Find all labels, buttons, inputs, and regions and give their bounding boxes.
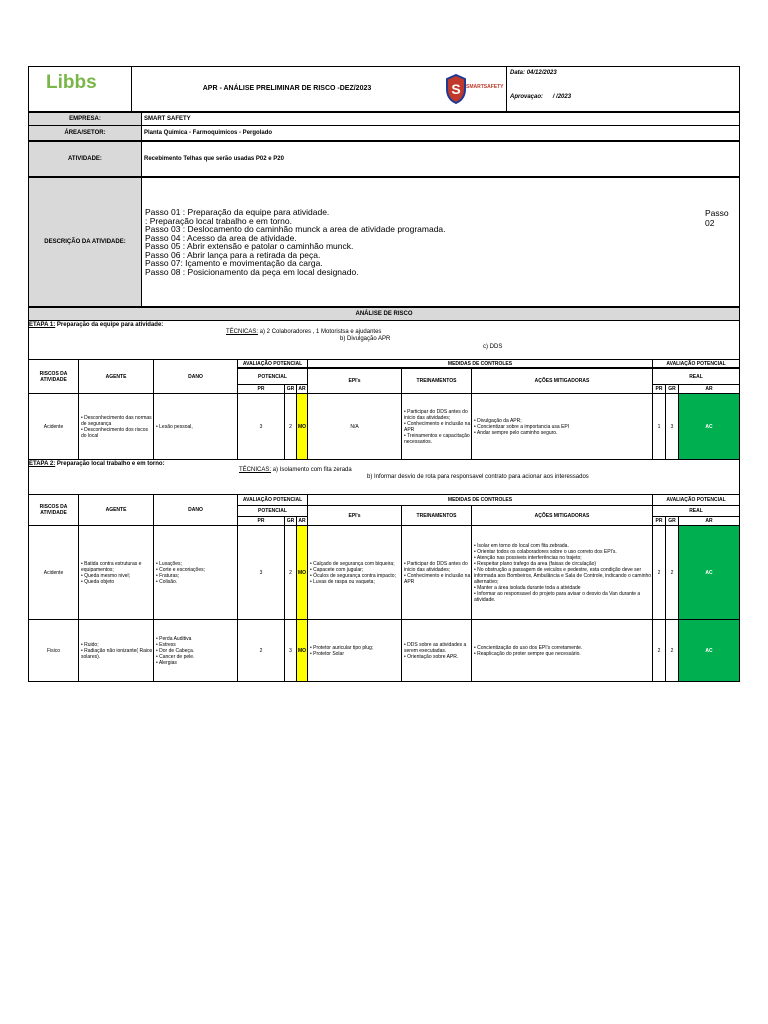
descricao-extra: Passo 02 bbox=[705, 208, 729, 228]
etapa1-block bbox=[28, 321, 740, 359]
table-row-real-ar: AC bbox=[678, 619, 740, 682]
table-row-epis: • Protetor auricular tipo plug; • Protetor Solar bbox=[307, 619, 402, 682]
table-row-agente: • Ruido; • Radiação não ionizante( Raios solares). bbox=[78, 619, 154, 682]
col-agente: AGENTE bbox=[78, 494, 154, 526]
col-medidas: MEDIDAS DE CONTROLES bbox=[307, 359, 653, 368]
table-row-treinamentos: • Participar do DDS antes do inicio das atividades; • Conhecimento e inclusão na APR bbox=[401, 525, 472, 620]
col-real: REAL bbox=[652, 368, 740, 385]
col-potencial: POTENCIAL bbox=[237, 505, 308, 517]
col-agente: AGENTE bbox=[78, 359, 154, 394]
table-row-real-pr: 2 bbox=[652, 525, 666, 620]
etapa1-tecnicas-a: a) 2 Colaboradores , 1 Motoristsa e ajudantes bbox=[258, 329, 382, 335]
col-pr: PR bbox=[237, 384, 285, 394]
table-row-agente: • Batida contra estruturas e equipamentos; • Queda mesmo nivel; • Queda objeto bbox=[78, 525, 154, 620]
col-riscos: RISCOS DA ATIVIDADE bbox=[28, 494, 79, 526]
col-aval-potencial-real: AVALIAÇÃO POTENCIAL bbox=[652, 359, 740, 368]
descricao-step: Passo 04 : Acesso da area de atividade. bbox=[145, 232, 297, 243]
col-aval-potencial: AVALIAÇÃO POTENCIAL bbox=[237, 494, 308, 506]
etapa2-tecnicas-label: TÉCNICAS: bbox=[239, 467, 272, 473]
libbs-logo bbox=[28, 66, 132, 112]
table-row-treinamentos: • Participar do DDS antes do inicio das atividades; • Conhecimento e inclusão na APR • Treinamentos e capacitação necessarios. bbox=[401, 393, 472, 460]
smartsafety-logo-text: SMARTSAFETY bbox=[466, 84, 504, 90]
table-row-dano: • Luxações; • Corte e escoriações; • Fraturas; • Colisão. bbox=[153, 525, 238, 620]
table-row-real-gr: 2 bbox=[665, 619, 679, 682]
col-potencial: POTENCIAL bbox=[237, 368, 308, 385]
table-row-pr: 2 bbox=[237, 619, 285, 682]
descricao-step: Passo 05 : Abrir extensão e patolar o caminhão munck. bbox=[145, 241, 354, 251]
header-meta bbox=[506, 66, 740, 112]
col-gr: GR bbox=[284, 384, 297, 394]
col-real-ar: AR bbox=[678, 384, 740, 394]
col-real: REAL bbox=[652, 505, 740, 517]
libbs-logo-text: Libbs bbox=[46, 72, 97, 93]
table-row-acoes: • Divulgação da APR; • Concientizar sobre a importancia usa EPI • Andar sempre pelo caminho seguro. bbox=[471, 393, 653, 460]
table-row-acoes: • Concientização do uso dos EPI's corretamente. • Reaplicação do proter sempre que necessário. bbox=[471, 619, 653, 682]
col-treinamentos: TREINAMENTOS bbox=[401, 505, 472, 526]
empresa-value: SMART SAFETY bbox=[141, 112, 740, 126]
svg-text:S: S bbox=[451, 81, 461, 97]
col-treinamentos: TREINAMENTOS bbox=[401, 368, 472, 394]
date-value: 04/12/2023 bbox=[526, 70, 557, 76]
table-row-real-gr: 2 bbox=[665, 525, 679, 620]
descricao-step: Passo 01 : Preparação da equipe para atividade. bbox=[145, 207, 330, 217]
page-title: APR - ANÁLISE PRELIMINAR DE RISCO -DEZ/2023 bbox=[202, 85, 372, 92]
etapa1-label: ETAPA 1: bbox=[29, 322, 56, 328]
date-label: Data: bbox=[510, 70, 526, 76]
approval-value: / /2023 bbox=[552, 94, 572, 100]
etapa1-tecnicas-label: TÉCNICAS: bbox=[226, 329, 259, 335]
atividade-value: Recebimento Telhas que serão usadas P02 e P20 bbox=[141, 141, 740, 177]
table-row-ar: MO bbox=[296, 393, 308, 460]
descricao-step: Passo 07: Içamento e movimentação da carga. bbox=[145, 258, 323, 268]
col-real-gr: GR bbox=[665, 384, 679, 394]
descricao-label: DESCRIÇÃO DA ATIVIDADE: bbox=[28, 177, 142, 307]
smartsafety-logo bbox=[444, 72, 504, 106]
table-row-pr: 3 bbox=[237, 393, 285, 460]
table-row-gr: 2 bbox=[284, 393, 297, 460]
approval-label: Aprovaçao: bbox=[510, 94, 544, 100]
etapa2-title: Preparação local trabalho e em torno: bbox=[55, 461, 165, 467]
etapa2-tecnicas-a: a) Isolamento com fita zerada bbox=[271, 467, 352, 473]
etapa2-label: ETAPA 2: bbox=[29, 461, 56, 467]
col-aval-potencial-real: AVALIAÇÃO POTENCIAL bbox=[652, 494, 740, 506]
table-row-risco: Fisico bbox=[28, 619, 79, 682]
table-row-ar: MO bbox=[296, 525, 308, 620]
shield-icon bbox=[446, 74, 466, 104]
atividade-label: ATIVIDADE: bbox=[28, 141, 142, 177]
descricao-value bbox=[141, 177, 740, 307]
table-row-gr: 2 bbox=[284, 525, 297, 620]
col-pr: PR bbox=[237, 516, 285, 526]
table-row-pr: 3 bbox=[237, 525, 285, 620]
table-row-ar: MO bbox=[296, 619, 308, 682]
col-medidas: MEDIDAS DE CONTROLES bbox=[307, 494, 653, 506]
table-row-epis: • Calçado de segurança com biqueira; • Capacete com jugular; • Óculos de segurança contra impacto; • Luvas de raspa ou vaqueta; bbox=[307, 525, 402, 620]
descricao-steps bbox=[145, 208, 446, 276]
table-row-gr: 3 bbox=[284, 619, 297, 682]
etapa2-block bbox=[28, 460, 740, 495]
table-row-real-pr: 1 bbox=[652, 393, 666, 460]
col-dano: DANO bbox=[153, 494, 238, 526]
table-row-dano: • Perda Auditiva • Estress • Dor de Cabeça. • Cancer de pele. • Alergias bbox=[153, 619, 238, 682]
col-gr: GR bbox=[284, 516, 297, 526]
descricao-step: : Preparação local trabalho e em torno. bbox=[145, 215, 292, 226]
table-row-real-ar: AC bbox=[678, 525, 740, 620]
etapa2-tecnicas-b: b) Informar desvio de rota para responsavel contrato para acionar aos interessados bbox=[367, 474, 589, 480]
empresa-label: EMPRESA: bbox=[28, 112, 142, 126]
table-row-real-gr: 3 bbox=[665, 393, 679, 460]
col-acoes: AÇÕES MITIGADORAS bbox=[471, 368, 653, 394]
col-real-gr: GR bbox=[665, 516, 679, 526]
descricao-step: Passo 03 : Deslocamento do caminhão munck a area de atividade programada. bbox=[145, 224, 446, 234]
area-value: Planta Quimica - Farmoquimicos - Pergolado bbox=[141, 125, 740, 141]
col-ar: AR bbox=[296, 384, 308, 394]
table-row-dano: • Lesão pessoal, bbox=[153, 393, 238, 460]
col-riscos: RISCOS DA ATIVIDADE bbox=[28, 359, 79, 394]
table-row-risco: Acidente bbox=[28, 393, 79, 460]
table-row-agente: • Desconhecimento das normas de segurança • Desconhecimento dos riscos do local bbox=[78, 393, 154, 460]
col-ar: AR bbox=[296, 516, 308, 526]
etapa1-title: Preparação da equipe para atividade: bbox=[55, 322, 164, 328]
table-row-real-ar: AC bbox=[678, 393, 740, 460]
table-row-acoes: • Isolar em torno do local com fita zebrada. • Orientar todos os colaboradores sobre o uso correto dos EPI's. • Atenção nas possiveis interferências no trajeto; • Respeitar plano trafego da area (faixas de circulação) • No obstrução a passagem de veiculos e pedestre, esta condição deve ser informada aos Bombeiros, Ambulância e Sala de Controle, indicando o caminho alternativo; • Manter a área isolada durante toda a atividade • Informar ao responsavel do projeto para avisar o desvio da Van durante a atividade. bbox=[471, 525, 653, 620]
col-epis: EPI's bbox=[307, 368, 402, 394]
table-row-risco: Acidente bbox=[28, 525, 79, 620]
col-real-pr: PR bbox=[652, 384, 666, 394]
col-aval-potencial: AVALIAÇÃO POTENCIAL bbox=[237, 359, 308, 368]
col-epis: EPI's bbox=[307, 505, 402, 526]
descricao-step: Passo 08 : Posicionamento da peça em local designado. bbox=[145, 266, 359, 277]
col-real-pr: PR bbox=[652, 516, 666, 526]
descricao-step: Passo 06 : Abrir lança para a retirada da peça. bbox=[145, 249, 321, 260]
col-dano: DANO bbox=[153, 359, 238, 394]
table-row-epis: N/A bbox=[307, 393, 402, 460]
analise-title: ANÁLISE DE RISCO bbox=[28, 307, 740, 321]
table-row-treinamentos: • DDS sobre as atividades a serem executadas. • Orientação sobre APR. bbox=[401, 619, 472, 682]
area-label: ÁREA/SETOR: bbox=[28, 125, 142, 141]
table-row-real-pr: 2 bbox=[652, 619, 666, 682]
col-acoes: AÇÕES MITIGADORAS bbox=[471, 505, 653, 526]
col-real-ar: AR bbox=[678, 516, 740, 526]
etapa1-tecnicas-b: b) Divulgação APR bbox=[340, 336, 391, 342]
etapa1-tecnicas-c: c) DDS bbox=[483, 344, 503, 350]
